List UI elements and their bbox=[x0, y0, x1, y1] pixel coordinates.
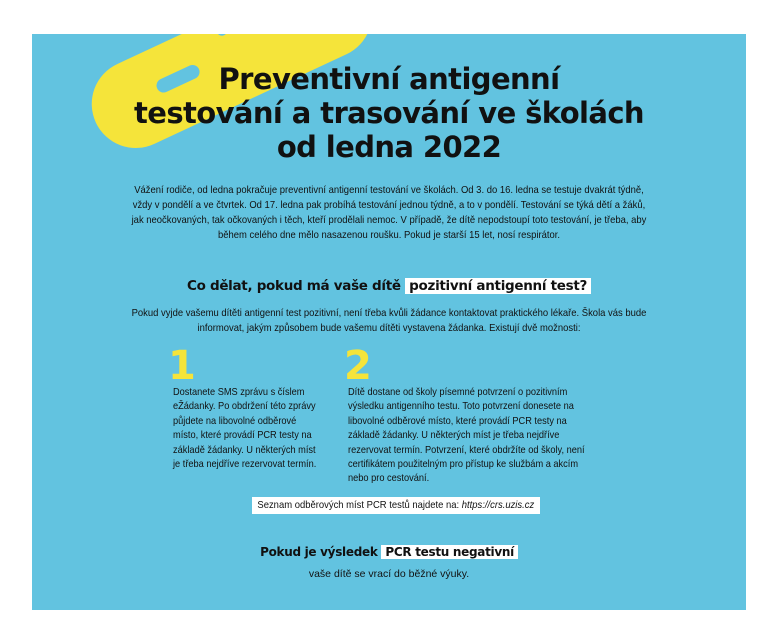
option-number-2: 2 bbox=[344, 343, 372, 389]
negative-result-subtext: vaše dítě se vrací do běžné výuky. bbox=[308, 568, 470, 580]
negative-heading-text: Pokud je výsledek bbox=[260, 545, 378, 559]
negative-heading-highlight: PCR testu negativní bbox=[381, 545, 518, 559]
pcr-list-text: Seznam odběrových míst PCR testů najdete na: bbox=[257, 499, 460, 511]
poster bbox=[32, 34, 746, 610]
negative-result-heading bbox=[32, 545, 746, 559]
option-text-2: Dítě dostane od školy písemné potvrzení o pozitivním výsledku antigenního testu. Toto potvrzení donesete na libovolné odběrové místo, které provádí PCR testy na základě žádanky. U některých míst je třeba nejdříve rezervovat termín. Potvrzení, které obdržíte od školy, není certifikátem použitelným pro přístup ke službám a akcím nebo pro cestování. bbox=[348, 386, 585, 485]
positive-test-heading bbox=[32, 278, 746, 294]
title-line: testování a trasování ve školách bbox=[134, 96, 644, 130]
option-text-1: Dostanete SMS zprávu s číslem eŽádanky. Po obdržení této zprávy půjdete na libovolné odběrové místo, které provádí PCR testy na základě žádanky. U některých míst je třeba nejdříve rezervovat termín. bbox=[173, 386, 317, 471]
page-title bbox=[32, 62, 746, 164]
positive-lead-paragraph: Pokud vyjde vašemu dítěti antigenní test pozitivní, není třeba kvůli žádance kontaktovat praktického lékaře. Škola vás bude informovat, jakým způsobem bude vašemu dítěti vystavena žádanka. Existují dvě možnosti: bbox=[131, 307, 647, 334]
pcr-list-link[interactable]: https://crs.uzis.cz bbox=[461, 499, 535, 511]
intro-paragraph: Vážení rodiče, od ledna pokračuje preventivní antigenní testování ve školách. Od 3. do 16. ledna se testuje dvakrát týdně, vždy v pondělí a ve čtvrtek. Od 17. ledna pak probíhá testování jednou týdně, a to v pondělí. Testování se týká dětí a žáků, jak neočkovaných, tak očkovaných i těch, kteří prodělali nemoc. V případě, že dítě nepodstoupí toto testování, je třeba, aby během celého dne mělo nasazenou roušku. Pokud je starší 15 let, nosí respirátor. bbox=[131, 184, 647, 241]
positive-heading-highlight: pozitivní antigenní test? bbox=[405, 278, 591, 294]
pcr-list-box bbox=[252, 497, 540, 514]
option-number-1: 1 bbox=[168, 343, 196, 389]
title-line: od ledna 2022 bbox=[276, 130, 502, 164]
title-line: Preventivní antigenní bbox=[218, 62, 560, 96]
positive-heading-text: Co dělat, pokud má vaše dítě bbox=[186, 278, 401, 294]
